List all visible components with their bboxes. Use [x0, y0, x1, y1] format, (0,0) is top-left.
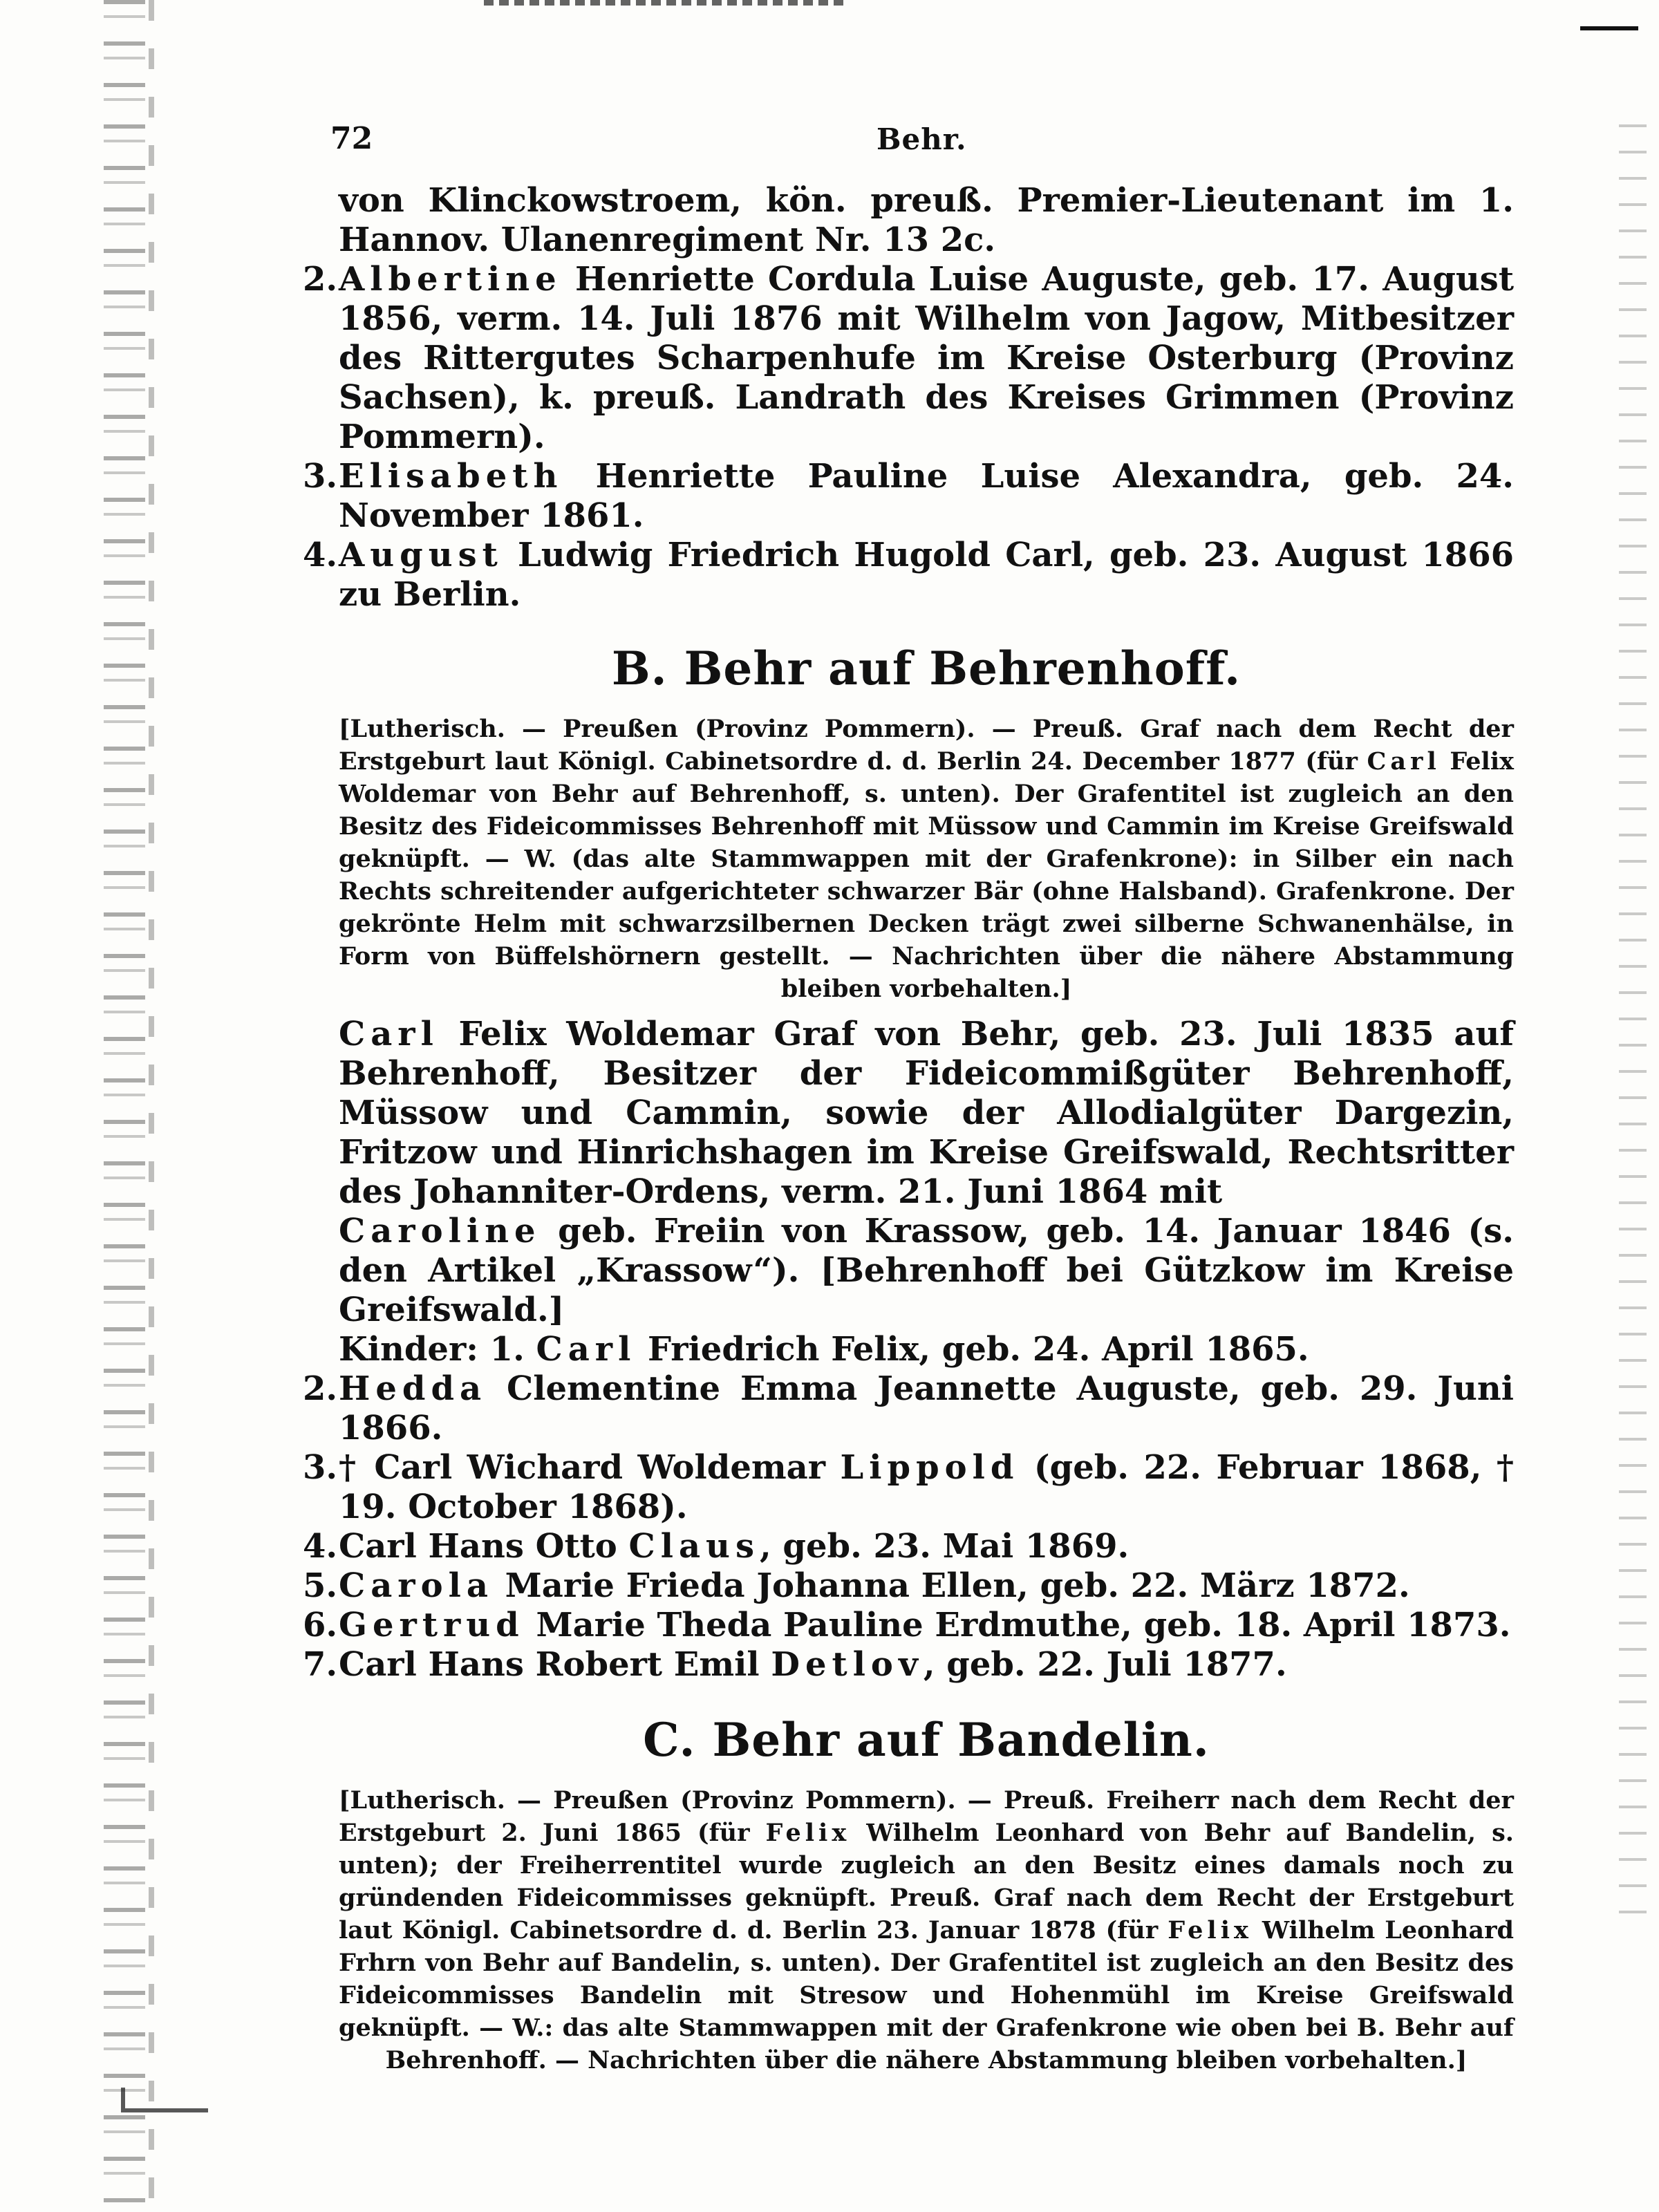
list-number: 4.	[303, 536, 338, 574]
list-text	[339, 1645, 1514, 1685]
person-name: Gertrud	[339, 1606, 525, 1644]
person-name: Claus	[628, 1527, 760, 1566]
person-details: Marie Theda Pauline Erdmuthe, geb. 18. April 1873.	[524, 1606, 1511, 1644]
list-item	[303, 457, 1514, 536]
section-heading-c: C. Behr auf Bandelin.	[643, 1713, 1210, 1767]
scan-bottom-mark	[121, 2088, 208, 2112]
list-text	[339, 1448, 1514, 1527]
carry-over-paragraph	[339, 181, 1514, 260]
person-name: Carola	[339, 1566, 494, 1605]
list-item	[303, 1606, 1514, 1645]
list-number: 2.	[303, 260, 338, 299]
note-name: Felix	[765, 1819, 851, 1847]
note-text: [Lutherisch. — Preußen (Provinz Pommern). — Preuß. Graf nach dem Recht der Erstgeburt laut Königl. Cabinetsordre d. d. Berlin 24. December 1877 (für	[339, 715, 1514, 776]
person-name: Elisabeth	[339, 457, 563, 496]
note-text: [Lutherisch. — Preußen (Provinz Pommern). — Preuß. Freiherr nach dem Recht der Erstgeburt 2. Juni 1865 (für	[339, 1786, 1514, 1847]
list-text	[339, 536, 1514, 615]
list-text	[339, 1566, 1514, 1606]
person-details: , geb. 23. Mai 1869.	[759, 1527, 1130, 1566]
list-text	[339, 260, 1514, 457]
person-details: (geb. 22. Februar 1868, † 19. October 1868).	[339, 1448, 1515, 1526]
children-label: Kinder: 1.	[339, 1330, 525, 1369]
person-prefix: Carl Hans Robert Emil	[339, 1645, 771, 1684]
note-name: Felix	[1168, 1916, 1253, 1944]
person-details: geb. Freiin von Krassow, geb. 14. Januar 1846 (s. den Artikel „Krassow“). [Behrenhoff bei Gützkow im Kreise Greifswald.]	[339, 1212, 1514, 1329]
scan-corner-mark	[1580, 26, 1638, 30]
list-item	[303, 1448, 1515, 1527]
note-name: Carl	[1367, 747, 1441, 776]
scan-edge-right	[1619, 124, 1647, 1922]
section-c-note	[339, 1784, 1514, 2077]
list-text	[339, 457, 1514, 536]
person-details: Friedrich Felix, geb. 24. April 1865.	[636, 1330, 1309, 1369]
running-head: Behr.	[877, 122, 967, 156]
person-prefix: Carl Hans Otto	[339, 1527, 629, 1566]
note-text: Wilhelm Leonhard von Behr auf Bandelin, s. unten); der Freiherrentitel wurde zugleich an den Besitz eines damals noch zu gründenden Fideicommisses geknüpft. Preuß. Graf nach dem Recht der Erstgeburt laut Königl. Cabinetsordre d. d. Berlin 23. Januar 1878 (für	[339, 1819, 1514, 1944]
list-item	[303, 1369, 1514, 1448]
list-number: 5.	[303, 1566, 338, 1605]
person-name: Lippold	[840, 1448, 1020, 1487]
person-name: Detlov	[771, 1645, 924, 1684]
note-text: Wilhelm Leonhard Frhrn von Behr auf Bandelin, s. unten). Der Grafentitel ist zugleich an den Besitz des Fideicommisses Bandelin mit Stresow und Hohenmühl im Kreise Greifswald geknüpft. — W.: das alte Stammwappen mit der Grafenkrone wie oben bei B. Behr auf Behrenhoff. — Nachrichten über die nähere Abstammung bleiben vorbehalten.]	[339, 1916, 1515, 2074]
list-text	[339, 1369, 1514, 1448]
person-name: Albertine	[339, 260, 562, 299]
page-body	[303, 181, 1515, 2077]
list-item	[303, 1645, 1514, 1685]
person-details: Felix Woldemar Graf von Behr, geb. 23. Juli 1835 auf Behrenhoff, Besitzer der Fideicommißgüter Behrenhoff, Müssow und Cammin, sowie der Allodialgüter Dargezin, Fritzow und Hinrichshagen im Kreise Greifswald, Rechtsritter des Johanniter-Ordens, verm. 21. Juni 1864 mit	[339, 1015, 1514, 1211]
list-text	[339, 1606, 1514, 1645]
section-heading-b: B. Behr auf Behrenhoff.	[611, 641, 1241, 695]
list-number: 2.	[303, 1369, 338, 1408]
scan-edge-left	[104, 0, 145, 2212]
person-details: Henriette Cordula Luise Auguste, geb. 17. August 1856, verm. 14. Juli 1876 mit Wilhelm von Jagow, Mitbesitzer des Rittergutes Scharpenhufe im Kreise Osterburg (Provinz Sachsen), k. preuß. Landrath des Kreises Grimmen (Provinz Pommern).	[339, 260, 1514, 456]
list-item	[303, 260, 1514, 457]
list-number: 4.	[303, 1527, 338, 1566]
note-text: Felix Woldemar von Behr auf Behrenhoff, s. unten). Der Grafentitel ist zugleich an den Besitz des Fideicommisses Behrenhoff mit Müssow und Cammin im Kreise Greifswald geknüpft. — W. (das alte Stammwappen mit der Grafenkrone): in Silber ein nach Rechts schreitender aufgerichteter schwarzer Bär (ohne Halsband). Grafenkrone. Der gekrönte Helm mit schwarzsilbernen Decken trägt zwei silberne Schwanenhälse, in Form von Büffelshörnern gestellt. — Nachrichten über die nähere Abstammung bleiben vorbehalten.]	[339, 747, 1514, 1003]
list-item	[303, 536, 1514, 615]
section-b-note	[339, 713, 1514, 1005]
list-number: 3.	[303, 1448, 338, 1487]
page-number: 72	[330, 121, 373, 156]
person-details: , geb. 22. Juli 1877.	[923, 1645, 1287, 1684]
carry-over-text: von Klinckowstroem, kön. preuß. Premier-Lieutenant im 1. Hannov. Ulanenregiment Nr. 13 2c.	[339, 181, 1514, 259]
list-item	[303, 1527, 1514, 1566]
head-of-house-entry	[339, 1015, 1514, 1212]
person-details: Henriette Pauline Luise Alexandra, geb. 24. November 1861.	[339, 457, 1514, 535]
person-name: Caroline	[339, 1212, 541, 1250]
scan-edge-top	[484, 0, 843, 6]
spouse-entry	[339, 1212, 1514, 1330]
list-number: 3.	[303, 457, 338, 496]
list-text	[339, 1527, 1514, 1566]
children-first-entry	[339, 1330, 1514, 1369]
person-details: Clementine Emma Jeannette Auguste, geb. 29. Juni 1866.	[339, 1369, 1514, 1447]
list-number: 7.	[303, 1645, 338, 1684]
person-prefix: † Carl Wichard Woldemar	[339, 1448, 841, 1487]
list-item	[303, 1566, 1514, 1606]
page-header	[330, 121, 1519, 169]
scan-edge-left-line	[149, 0, 154, 2212]
person-name: Carl	[536, 1330, 637, 1369]
person-name: August	[339, 536, 503, 574]
person-details: Ludwig Friedrich Hugold Carl, geb. 23. August 1866 zu Berlin.	[339, 536, 1514, 614]
person-name: Hedda	[339, 1369, 487, 1408]
person-details: Marie Frieda Johanna Ellen, geb. 22. März 1872.	[493, 1566, 1410, 1605]
person-name: Carl	[339, 1015, 439, 1053]
list-number: 6.	[303, 1606, 338, 1644]
